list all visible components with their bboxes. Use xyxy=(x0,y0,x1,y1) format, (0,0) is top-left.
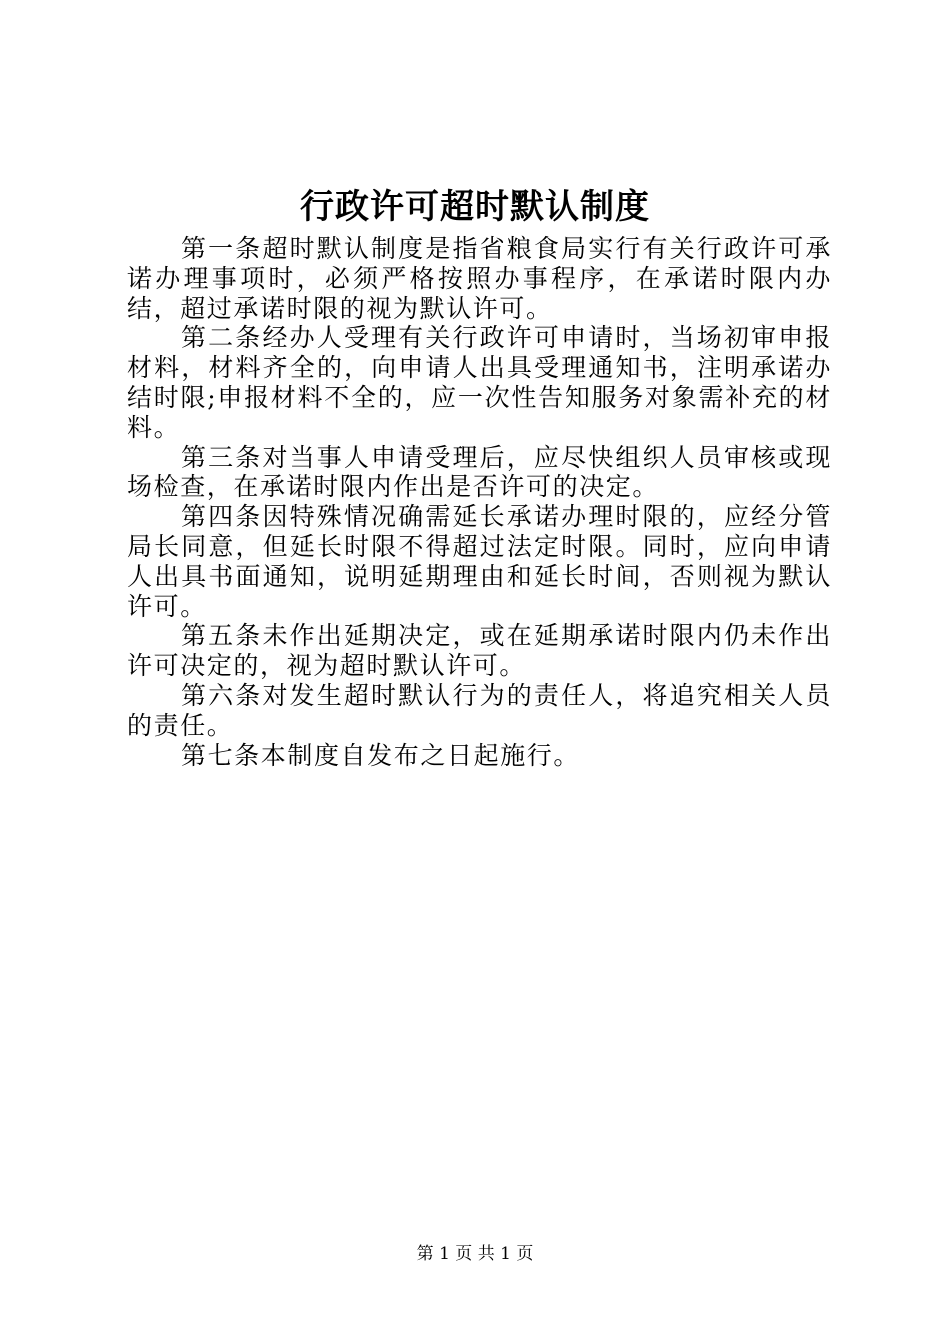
article-6: 第六条对发生超时默认行为的责任人，将追究相关人员的责任。 xyxy=(127,680,832,740)
document-title: 行政许可超时默认制度 xyxy=(300,187,650,227)
article-2: 第二条经办人受理有关行政许可申请时，当场初审申报材料，材料齐全的，向申请人出具受理通知书，注明承诺办结时限;申报材料不全的，应一次性告知服务对象需补充的材料。 xyxy=(127,323,832,442)
article-3: 第三条对当事人申请受理后，应尽快组织人员审核或现场检查，在承诺时限内作出是否许可的决定。 xyxy=(127,442,832,502)
article-5: 第五条未作出延期决定，或在延期承诺时限内仍未作出许可决定的，视为超时默认许可。 xyxy=(127,621,832,681)
document-body xyxy=(127,234,832,770)
page-footer: 第 1 页 共 1 页 xyxy=(416,1244,534,1264)
article-7: 第七条本制度自发布之日起施行。 xyxy=(181,740,581,770)
article-1: 第一条超时默认制度是指省粮食局实行有关行政许可承诺办理事项时，必须严格按照办事程序，在承诺时限内办结，超过承诺时限的视为默认许可。 xyxy=(127,234,832,323)
article-4: 第四条因特殊情况确需延长承诺办理时限的，应经分管局长同意，但延长时限不得超过法定时限。同时，应向申请人出具书面通知，说明延期理由和延长时间，否则视为默认许可。 xyxy=(127,502,832,621)
